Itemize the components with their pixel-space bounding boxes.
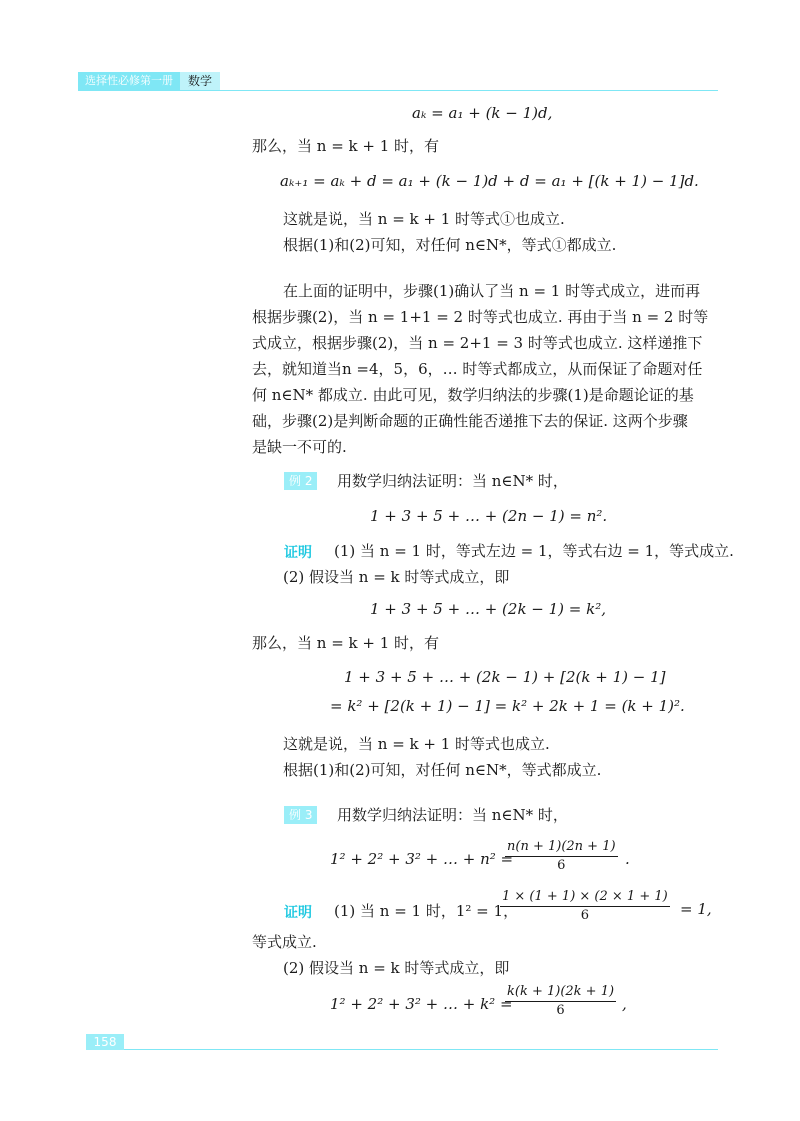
example-2-label: 例 2 [284,472,317,490]
example-2-formula-k1-line2: = k² + [2(k + 1) − 1] = k² + 2k + 1 = (k + 1)². [330,697,685,715]
example-2-conclusion-1: 这就是说，当 n = k + 1 时等式也成立. [283,735,550,753]
page-number: 158 [86,1034,124,1050]
example-3-statement: 用数学归纳法证明：当 n∈N* 时， [337,806,568,824]
paragraph-line-1: 在上面的证明中，步骤(1)确认了当 n = 1 时等式成立，进而再 [283,282,701,300]
fraction-numerator: n(n + 1)(2n + 1) [505,838,618,857]
fraction-numerator: 1 × (1 + 1) × (2 × 1 + 1) [500,888,670,907]
subject-label: 数学 [180,72,220,90]
paragraph-line-2: 根据步骤(2)，当 n = 1+1 = 2 时等式也成立. 再由于当 n = 2 时等 [252,308,709,326]
example-3-formula-end: . [625,850,630,868]
fraction-numerator: k(k + 1)(2k + 1) [505,983,616,1002]
paragraph-line-3: 式成立，根据步骤(2)，当 n = 2+1 = 3 时等式也成立. 这样递推下 [252,334,703,352]
fraction-denominator: 6 [557,858,566,873]
text-conclusion-2: 根据(1)和(2)可知，对任何 n∈N*，等式①都成立. [283,236,617,254]
fraction-denominator: 6 [556,1003,565,1018]
example-3-step-1-end: = 1, [680,900,712,918]
page-header [78,72,220,90]
example-3-formula-fraction [505,838,618,875]
example-3-formula-k-end: , [622,995,627,1013]
paragraph-line-4: 去，就知道当n =4，5，6，… 时等式都成立，从而保证了命题对任 [252,360,703,378]
example-3-proof-label: 证明 [284,905,312,921]
text-then: 那么，当 n = k + 1 时，有 [252,137,440,155]
example-2-step-1: (1) 当 n = 1 时，等式左边 = 1，等式右边 = 1，等式成立. [334,542,734,560]
header-divider [78,90,718,91]
example-3-label: 例 3 [284,806,317,824]
paragraph-line-6: 础，步骤(2)是判断命题的正确性能否递推下去的保证. 这两个步骤 [252,412,688,430]
example-3-formula-lhs: 1² + 2² + 3² + … + n² = [330,850,514,868]
example-2-conclusion-2: 根据(1)和(2)可知，对任何 n∈N*，等式都成立. [283,761,602,779]
example-2-step-2: (2) 假设当 n = k 时等式成立，即 [283,568,510,586]
example-3-step-1-continued: 等式成立. [252,933,317,951]
equation-ak: aₖ = a₁ + (k − 1)d, [412,104,553,122]
fraction-denominator: 6 [580,908,589,923]
equation-ak1: aₖ₊₁ = aₖ + d = a₁ + (k − 1)d + d = a₁ + [(k + 1) − 1]d. [280,172,699,190]
example-3-step-1: (1) 当 n = 1 时，1² = 1， [334,902,519,920]
book-series-label: 选择性必修第一册 [78,72,180,90]
example-3-formula-k-lhs: 1² + 2² + 3² + … + k² = [330,995,513,1013]
paragraph-line-7: 是缺一不可的. [252,438,347,456]
example-2-statement: 用数学归纳法证明：当 n∈N* 时， [337,472,568,490]
footer-divider [124,1049,718,1050]
example-2-proof-label: 证明 [284,545,312,561]
example-2-formula-k: 1 + 3 + 5 + … + (2k − 1) = k², [370,600,607,618]
text-conclusion-1: 这就是说，当 n = k + 1 时等式①也成立. [283,210,565,228]
example-2-then: 那么，当 n = k + 1 时，有 [252,634,440,652]
example-3-formula-k-fraction [505,983,616,1020]
example-2-formula: 1 + 3 + 5 + … + (2n − 1) = n². [370,507,608,525]
paragraph-line-5: 何 n∈N* 都成立. 由此可见，数学归纳法的步骤(1)是命题论证的基 [252,386,694,404]
example-3-step-1-fraction [500,888,670,925]
example-3-step-2: (2) 假设当 n = k 时等式成立，即 [283,959,510,977]
example-2-formula-k1-line1: 1 + 3 + 5 + … + (2k − 1) + [2(k + 1) − 1] [344,668,666,686]
